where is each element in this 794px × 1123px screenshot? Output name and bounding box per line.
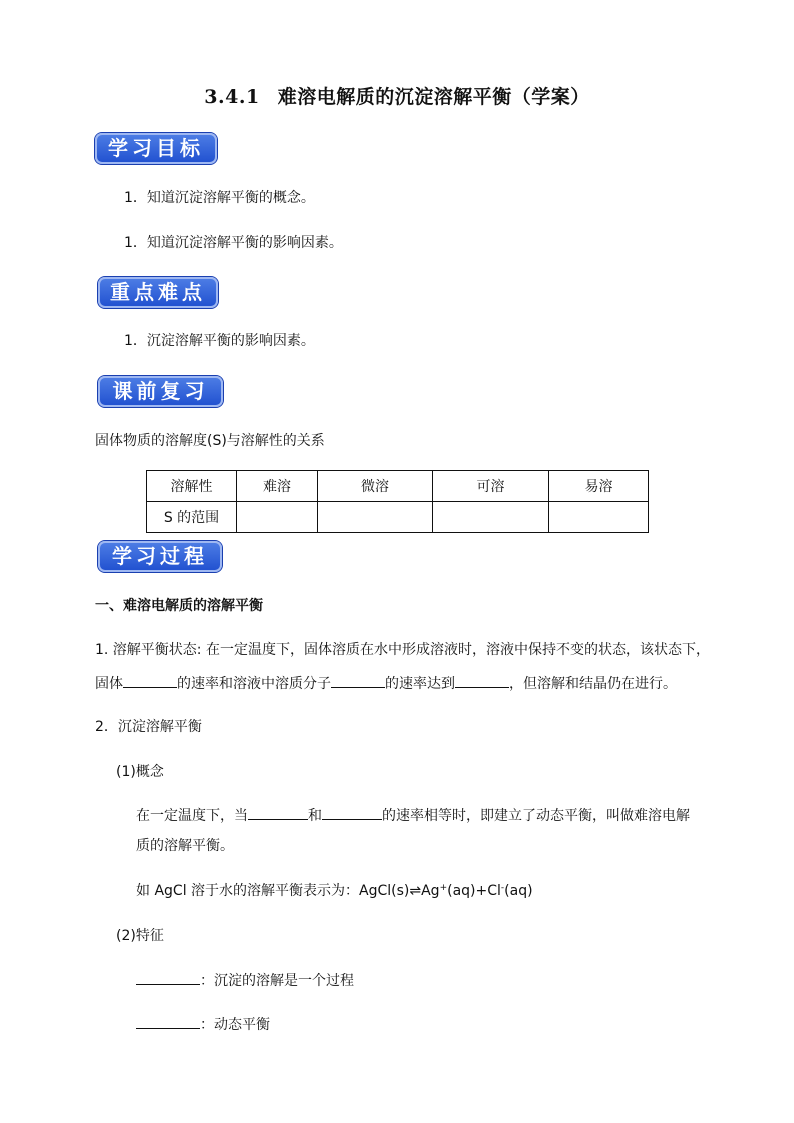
page-title: 3.4.1 难溶电解质的沉淀溶解平衡（学案） — [204, 86, 590, 108]
table-cell — [318, 502, 433, 533]
subheading-concept: (1)概念 — [116, 764, 164, 780]
paragraph-line: 质的溶解平衡。 — [136, 838, 234, 854]
table-header-cell: 微溶 — [318, 471, 433, 502]
fill-blank[interactable] — [248, 805, 308, 820]
table-header-cell: 易溶 — [549, 471, 649, 502]
fill-blank[interactable] — [322, 805, 382, 820]
feature-line: ：沉淀的溶解是一个过程 — [136, 970, 354, 991]
badge-objectives: 学习目标 — [95, 133, 217, 164]
fill-blank[interactable] — [136, 1014, 200, 1029]
paragraph-line: 在一定温度下，当 和 的速率相等时，即建立了动态平衡，叫做难溶电解 — [136, 805, 690, 826]
table-cell — [237, 502, 318, 533]
objective-item: 1．知道沉淀溶解平衡的概念。 — [124, 190, 315, 206]
subheading-features: (2)特征 — [116, 928, 164, 944]
table-row — [147, 502, 649, 533]
paragraph-line: 固体 的速率和溶液中溶质分子 的速率达到 ，但溶解和结晶仍在进行。 — [95, 673, 677, 694]
paragraph-line: 1. 溶解平衡状态: 在一定温度下，固体溶质在水中形成溶液时，溶液中保持不变的状态，该状态下， — [95, 642, 710, 658]
feature-line: ：动态平衡 — [136, 1014, 270, 1035]
key-point-item: 1．沉淀溶解平衡的影响因素。 — [124, 333, 315, 349]
table-row — [147, 471, 649, 502]
solubility-table — [146, 470, 649, 533]
table-header-cell: 可溶 — [433, 471, 549, 502]
fill-blank[interactable] — [123, 673, 177, 688]
table-cell — [433, 502, 549, 533]
table-header-cell: 溶解性 — [147, 471, 237, 502]
badge-review: 课前复习 — [98, 376, 223, 407]
example-equation: 如 AgCl 溶于水的溶解平衡表示为：AgCl(s)⇌Ag+(aq)+Cl-(aq) — [136, 883, 533, 899]
review-intro: 固体物质的溶解度(S)与溶解性的关系 — [95, 433, 325, 449]
section-heading: 一、难溶电解质的溶解平衡 — [95, 598, 263, 614]
table-header-cell: 难溶 — [237, 471, 318, 502]
table-cell — [549, 502, 649, 533]
fill-blank[interactable] — [331, 673, 385, 688]
item-heading: 2．沉淀溶解平衡 — [95, 719, 202, 735]
objective-item: 1．知道沉淀溶解平衡的影响因素。 — [124, 235, 343, 251]
fill-blank[interactable] — [455, 673, 509, 688]
fill-blank[interactable] — [136, 970, 200, 985]
badge-key-points: 重点难点 — [98, 277, 218, 308]
badge-process: 学习过程 — [98, 541, 222, 572]
table-row-label: S 的范围 — [147, 502, 237, 533]
